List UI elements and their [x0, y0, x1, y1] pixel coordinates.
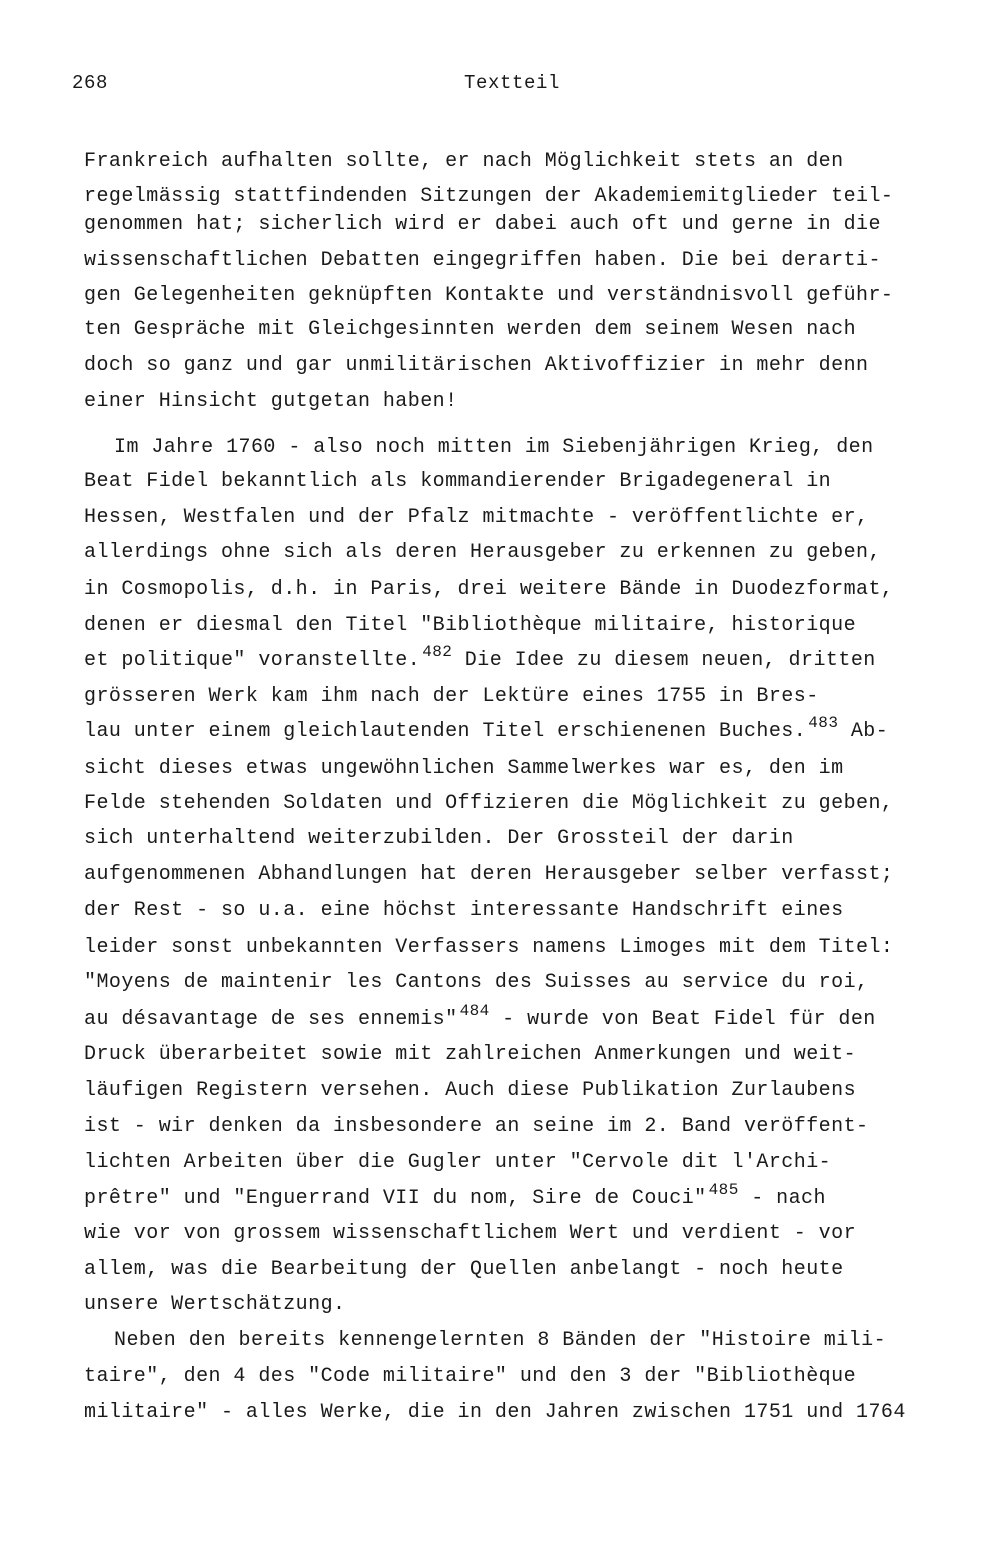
page-number: 268 — [72, 72, 109, 94]
text-line: leider sonst unbekannten Verfassers namens Limoges mit dem Titel: — [84, 936, 894, 959]
running-header — [72, 72, 972, 102]
text-line: lichten Arbeiten über die Gugler unter "Cervole dit l'Archi- — [84, 1151, 832, 1174]
text-line: einer Hinsicht gutgetan haben! — [84, 390, 458, 413]
text-line: ist - wir denken da insbesondere an seine im 2. Band veröffent- — [84, 1115, 869, 1138]
text-line: Felde stehenden Soldaten und Offizieren die Möglichkeit zu geben, — [84, 792, 894, 815]
text-segment: Ab- — [838, 720, 889, 743]
text-line: läufigen Registern versehen. Auch diese Publikation Zurlaubens — [84, 1079, 857, 1102]
text-line — [84, 643, 876, 673]
text-line — [84, 1181, 826, 1211]
text-line: allerdings ohne sich als deren Herausgeber zu erkennen zu geben, — [84, 541, 881, 564]
text-segment: et politique" voranstellte. — [84, 649, 421, 672]
footnote-ref-483: 483 — [808, 714, 839, 732]
text-line: unsere Wertschätzung. — [84, 1293, 346, 1316]
text-line: Im Jahre 1760 - also noch mitten im Siebenjährigen Krieg, den — [114, 436, 874, 459]
text-line: aufgenommenen Abhandlungen hat deren Herausgeber selber verfasst; — [84, 863, 894, 886]
text-line: Neben den bereits kennengelernten 8 Bänden der "Histoire mili- — [114, 1329, 887, 1352]
text-line: taire", den 4 des "Code militaire" und den 3 der "Bibliothèque — [84, 1365, 857, 1388]
text-segment: prêtre" und "Enguerrand VII du nom, Sire de Couci" — [84, 1187, 707, 1210]
text-line: wissenschaftlichen Debatten eingegriffen haben. Die bei derarti- — [84, 249, 881, 272]
text-segment: lau unter einem gleichlautenden Titel erschienenen Buches. — [84, 720, 807, 743]
text-line: gen Gelegenheiten geknüpften Kontakte und verständnisvoll geführ- — [84, 284, 894, 307]
text-line: denen er diesmal den Titel "Bibliothèque militaire, historique — [84, 614, 857, 637]
text-line: Beat Fidel bekanntlich als kommandierender Brigadegeneral in — [84, 470, 832, 493]
text-line: in Cosmopolis, d.h. in Paris, drei weitere Bände in Duodezformat, — [84, 578, 894, 601]
text-line: genommen hat; sicherlich wird er dabei auch oft und gerne in die — [84, 213, 881, 236]
text-line — [84, 714, 889, 744]
text-line: Hessen, Westfalen und der Pfalz mitmachte - veröffentlichte er, — [84, 506, 869, 529]
footnote-ref-482: 482 — [422, 643, 453, 661]
running-title: Textteil — [464, 72, 561, 94]
text-line: grösseren Werk kam ihm nach der Lektüre eines 1755 in Bres- — [84, 685, 819, 708]
text-segment: au désavantage de ses ennemis" — [84, 1008, 458, 1031]
footnote-ref-484: 484 — [459, 1002, 490, 1020]
text-line: Druck überarbeitet sowie mit zahlreichen Anmerkungen und weit- — [84, 1043, 857, 1066]
text-line: sicht dieses etwas ungewöhnlichen Sammelwerkes war es, den im — [84, 757, 844, 780]
text-line: der Rest - so u.a. eine höchst interessante Handschrift eines — [84, 899, 844, 922]
text-line: allem, was die Bearbeitung der Quellen anbelangt - noch heute — [84, 1258, 844, 1281]
text-segment: - nach — [738, 1187, 826, 1210]
text-line — [84, 1002, 876, 1032]
text-line: wie vor von grossem wissenschaftlichem Wert und verdient - vor — [84, 1222, 857, 1245]
footnote-ref-485: 485 — [708, 1181, 739, 1199]
text-line: Frankreich aufhalten sollte, er nach Möglichkeit stets an den — [84, 150, 844, 173]
text-line: sich unterhaltend weiterzubilden. Der Grossteil der darin — [84, 827, 794, 850]
text-segment: Die Idee zu diesem neuen, dritten — [452, 649, 876, 672]
text-segment: - wurde von Beat Fidel für den — [489, 1008, 876, 1031]
text-line: ten Gespräche mit Gleichgesinnten werden dem seinem Wesen nach — [84, 318, 857, 341]
text-line: militaire" - alles Werke, die in den Jahren zwischen 1751 und 1764 — [84, 1401, 906, 1424]
text-line: regelmässig stattfindenden Sitzungen der Akademiemitglieder teil- — [84, 185, 894, 208]
text-line: doch so ganz und gar unmilitärischen Aktivoffizier in mehr denn — [84, 354, 869, 377]
text-line: "Moyens de maintenir les Cantons des Suisses au service du roi, — [84, 971, 869, 994]
